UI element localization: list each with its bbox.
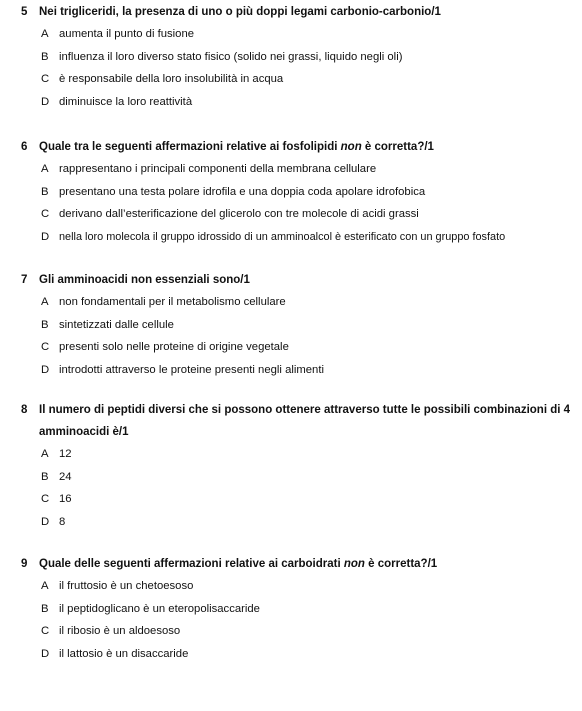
option-letter: B	[41, 602, 49, 615]
option-c[interactable]	[0, 620, 582, 643]
option-text: è responsabile della loro insolubilità in acqua	[59, 73, 284, 86]
option-letter: C	[41, 73, 50, 86]
question-text-end: è corretta?/1	[364, 558, 438, 570]
question-text-end: è corretta?/1	[361, 141, 434, 153]
option-letter: A	[41, 163, 49, 175]
option-text: introdotti attraverso le proteine presenti negli alimenti	[59, 363, 324, 376]
option-letter: A	[41, 28, 49, 40]
question-8	[0, 399, 582, 533]
option-b[interactable]	[0, 46, 582, 69]
option-text: 8	[59, 515, 66, 528]
option-text: 24	[59, 470, 72, 483]
option-c[interactable]	[0, 336, 582, 359]
option-letter: A	[41, 580, 49, 592]
option-letter: B	[41, 50, 49, 63]
option-b[interactable]	[0, 466, 582, 489]
option-d[interactable]	[0, 643, 582, 666]
question-heading	[0, 136, 582, 158]
option-c[interactable]	[0, 68, 582, 91]
question-text-emphasis: non	[343, 558, 365, 570]
question-7	[0, 269, 582, 381]
option-letter: B	[41, 185, 49, 198]
option-text: presenti solo nelle proteine di origine vegetale	[59, 341, 289, 354]
option-letter: A	[41, 448, 49, 460]
option-letter: C	[41, 493, 50, 506]
option-letter: C	[41, 341, 50, 354]
option-a[interactable]	[0, 158, 582, 181]
question-number: 6	[21, 141, 28, 153]
option-b[interactable]	[0, 314, 582, 337]
option-d[interactable]	[0, 91, 582, 114]
option-letter: D	[41, 95, 50, 108]
option-a[interactable]	[0, 291, 582, 314]
option-text: sintetizzati dalle cellule	[59, 318, 174, 331]
option-letter: A	[41, 296, 49, 308]
option-text: presentano una testa polare idrofila e una doppia coda apolare idrofobica	[59, 185, 426, 198]
option-letter: D	[41, 230, 50, 243]
option-letter: D	[41, 363, 50, 376]
question-text-emphasis: non	[340, 141, 362, 153]
question-text-start: Quale delle seguenti affermazioni relative ai carboidrati	[39, 558, 344, 570]
option-text: aumenta il punto di fusione	[59, 28, 195, 40]
option-c[interactable]	[0, 488, 582, 511]
option-text: il ribosio è un aldoesoso	[59, 625, 181, 638]
question-text: Nei trigliceridi, la presenza di uno o più doppi legami carbonio-carbonio/1	[39, 6, 441, 18]
question-text-start: Quale tra le seguenti affermazioni relative ai fosfolipidi	[39, 141, 341, 153]
question-number: 8	[21, 404, 28, 416]
option-b[interactable]	[0, 598, 582, 621]
option-text: rappresentano i principali componenti della membrana cellulare	[59, 163, 377, 175]
question-number: 9	[21, 558, 28, 570]
question-heading	[0, 1, 582, 23]
option-b[interactable]	[0, 181, 582, 204]
option-letter: C	[41, 208, 50, 221]
question-heading	[0, 269, 582, 291]
option-text: non fondamentali per il metabolismo cellulare	[59, 296, 286, 308]
question-number: 5	[21, 6, 28, 18]
option-letter: B	[41, 318, 49, 331]
option-letter: D	[41, 647, 50, 660]
question-text: Il numero di peptidi diversi che si possono ottenere attraverso tutte le possibili combinazioni di 4 amminoacidi è/1	[39, 404, 571, 438]
option-text: il fruttosio è un chetoesoso	[59, 580, 194, 592]
option-d[interactable]	[0, 511, 582, 534]
question-9	[0, 553, 582, 665]
question-5	[0, 1, 582, 113]
option-text: influenza il loro diverso stato fisico (solido nei grassi, liquido negli oli)	[59, 50, 403, 63]
question-number: 7	[21, 274, 28, 286]
question-heading	[0, 399, 582, 443]
option-text: 12	[59, 448, 72, 460]
option-a[interactable]	[0, 443, 582, 466]
option-d[interactable]	[0, 226, 582, 249]
option-letter: D	[41, 515, 50, 528]
option-text: 16	[59, 493, 72, 506]
option-d[interactable]	[0, 359, 582, 382]
option-text: il peptidoglicano è un eteropolisaccaride	[59, 602, 260, 615]
option-text: il lattosio è un disaccaride	[59, 647, 189, 660]
option-letter: C	[41, 625, 50, 638]
question-6	[0, 136, 582, 248]
option-a[interactable]	[0, 575, 582, 598]
option-text: nella loro molecola il gruppo idrossido di un amminoalcol è esterificato con un gruppo fosfato	[59, 230, 506, 243]
option-text: derivano dall’esterificazione del glicerolo con tre molecole di acidi grassi	[59, 208, 419, 221]
option-a[interactable]	[0, 23, 582, 46]
question-heading	[0, 553, 582, 575]
option-c[interactable]	[0, 203, 582, 226]
option-text: diminuisce la loro reattività	[59, 95, 193, 108]
question-text: Gli amminoacidi non essenziali sono/1	[39, 274, 250, 286]
option-letter: B	[41, 470, 49, 483]
